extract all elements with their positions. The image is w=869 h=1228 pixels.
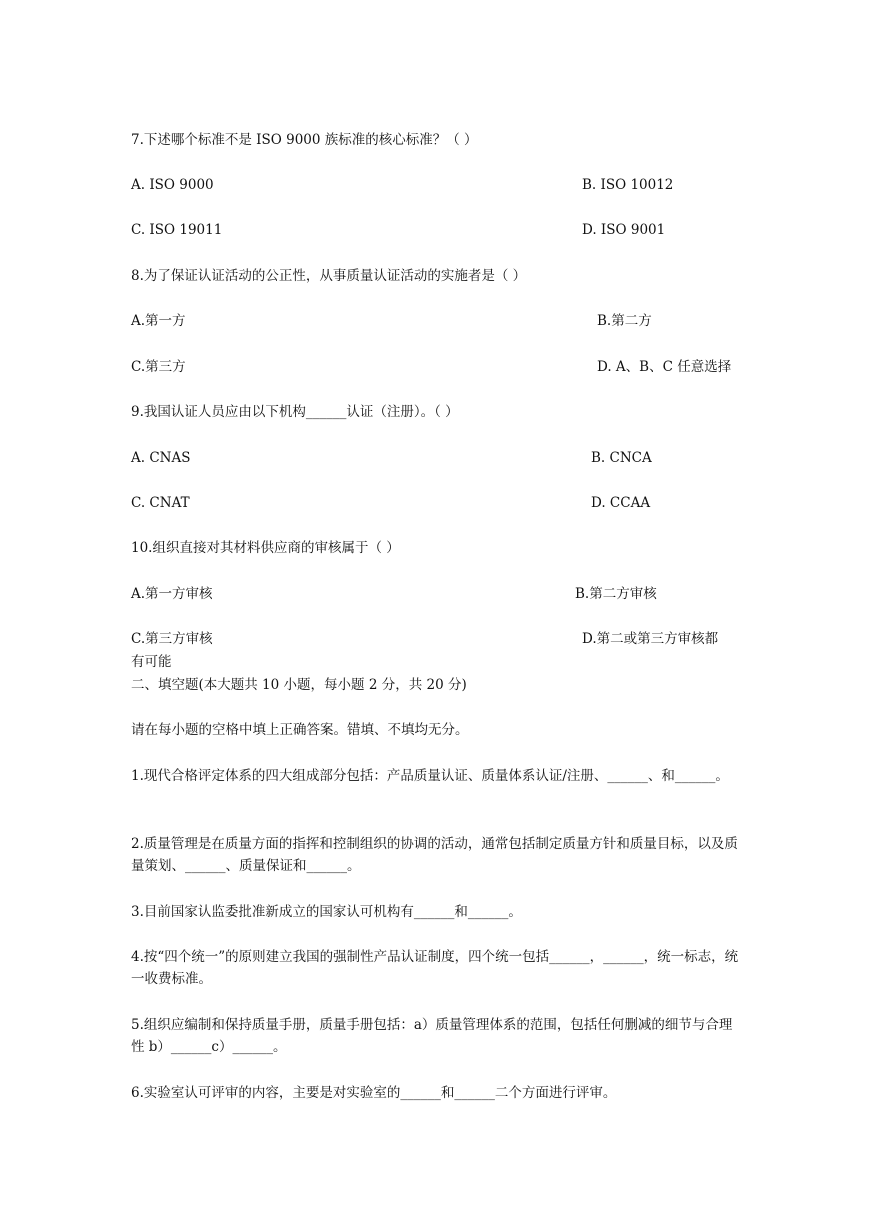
section-title: 二、填空题(本大题共 10 小题，每小题 2 分，共 20 分) bbox=[131, 677, 467, 693]
fill-question-6: 6.实验室认可评审的内容，主要是对实验室的______和______二个方面进行评审。 bbox=[131, 1085, 617, 1101]
q8-option-d: D. A、B、C 任意选择 bbox=[597, 359, 732, 375]
fill-question-4: 4.按“四个统一”的原则建立我国的强制性产品认证制度，四个统一包括______，______，统一标志，统一收费标准。 bbox=[131, 949, 739, 987]
q8-option-c: C.第三方 bbox=[131, 359, 186, 375]
fill-question-2: 2.质量管理是在质量方面的指挥和控制组织的协调的活动，通常包括制定质量方针和质量目标，以及质量策划、______、质量保证和______。 bbox=[131, 836, 738, 874]
q8-stem: 8.为了保证认证活动的公正性，从事质量认证活动的实施者是（ ） bbox=[131, 268, 527, 284]
q7-option-d: D. ISO 9001 bbox=[582, 222, 666, 238]
q9-option-b: B. CNCA bbox=[591, 450, 652, 466]
fill-question-1: 1.现代合格评定体系的四大组成部分包括：产品质量认证、质量体系认证/注册、______、和______。 bbox=[131, 768, 729, 784]
q10-option-b: B.第二方审核 bbox=[575, 586, 657, 602]
section-instruction: 请在每小题的空格中填上正确答案。错填、不填均无分。 bbox=[131, 722, 469, 738]
q10-stem: 10.组织直接对其材料供应商的审核属于（ ） bbox=[131, 540, 400, 556]
q10-option-a: A.第一方审核 bbox=[131, 586, 213, 602]
q10-option-d-continued: 有可能 bbox=[131, 654, 172, 670]
fill-question-3: 3.目前国家认监委批准新成立的国家认可机构有______和______。 bbox=[131, 904, 522, 920]
q7-option-c: C. ISO 19011 bbox=[131, 222, 223, 238]
fill-question-5: 5.组织应编制和保持质量手册，质量手册包括：a）质量管理体系的范围，包括任何删减的细节与合理性 b）______c）______。 bbox=[131, 1017, 733, 1055]
q8-option-a: A.第一方 bbox=[131, 313, 186, 329]
q10-option-d: D.第二或第三方审核都 bbox=[582, 631, 719, 647]
q7-option-b: B. ISO 10012 bbox=[582, 177, 674, 193]
q9-option-c: C. CNAT bbox=[131, 495, 190, 511]
q8-option-b: B.第二方 bbox=[597, 313, 652, 329]
q7-option-a: A. ISO 9000 bbox=[131, 177, 214, 193]
q7-stem: 7.下述哪个标准不是 ISO 9000 族标准的核心标准？（ ） bbox=[131, 132, 478, 148]
q10-option-c: C.第三方审核 bbox=[131, 631, 213, 647]
q9-option-d: D. CCAA bbox=[591, 495, 651, 511]
q9-option-a: A. CNAS bbox=[131, 450, 191, 466]
q9-stem: 9.我国认证人员应由以下机构______认证（注册）。（ ） bbox=[131, 404, 459, 420]
